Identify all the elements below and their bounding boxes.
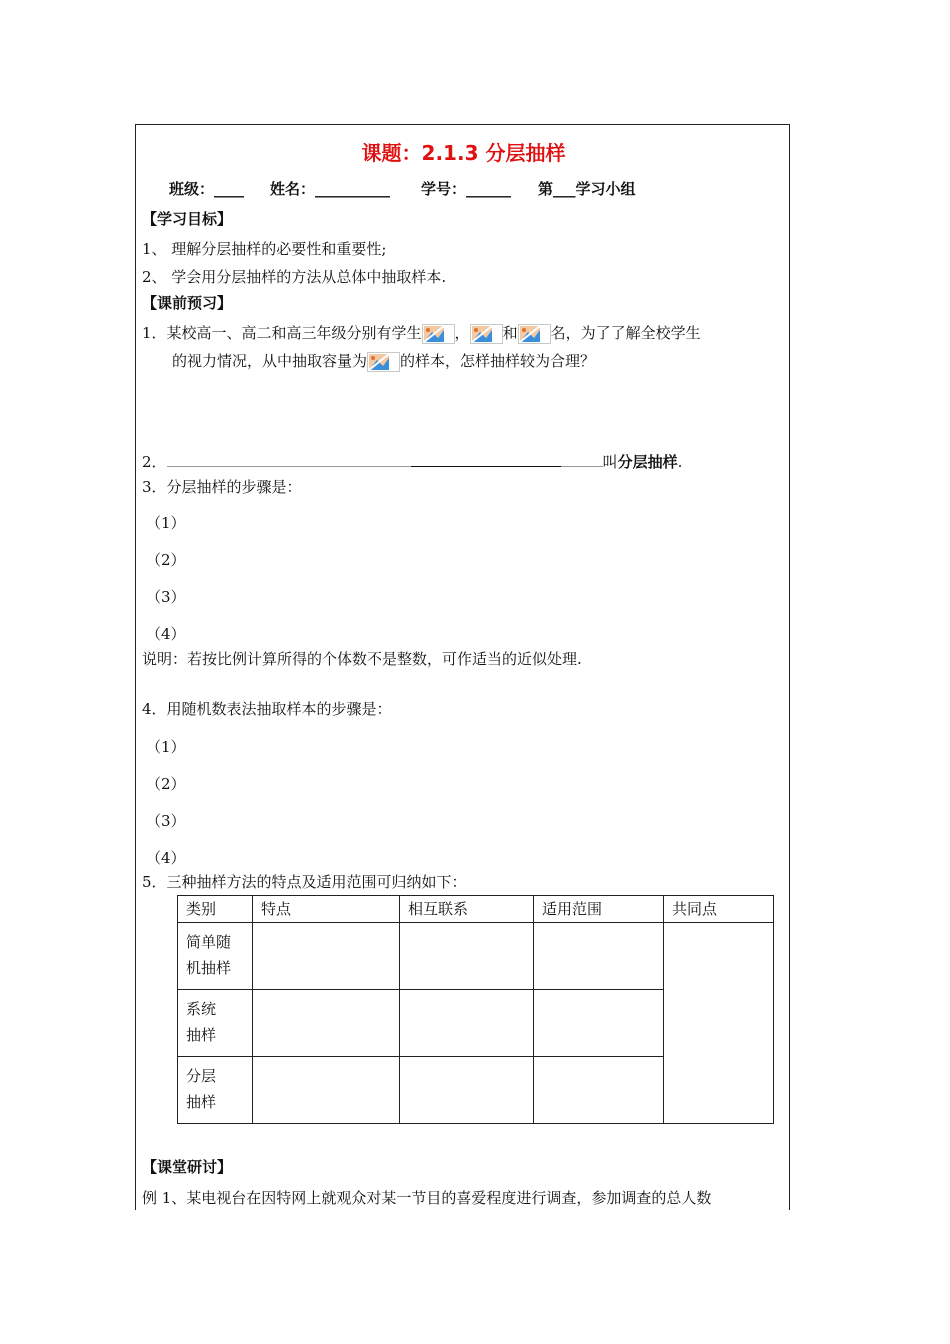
note: 说明：若按比例计算所得的个体数不是整数，可作适当的近似处理. — [142, 650, 582, 668]
table-header-row — [178, 896, 774, 923]
table-header: 类别 — [178, 896, 253, 923]
row-label-line: 系统 — [186, 1000, 217, 1018]
q1-text: 的视力情况，从中抽取容量为 — [172, 352, 368, 370]
step-item: （1） — [146, 738, 186, 756]
class-field — [169, 179, 244, 199]
table-cell — [253, 990, 400, 1057]
class-label: 班级： — [169, 180, 215, 198]
step-item: （4） — [146, 625, 186, 643]
question-5: 5．三种抽样方法的特点及适用范围可归纳如下： — [142, 873, 467, 891]
classroom-heading: 【课堂研讨】 — [142, 1158, 233, 1176]
row-label-line: 分层 — [186, 1067, 217, 1085]
step-item: （2） — [146, 775, 186, 793]
q2-number: 2． — [142, 453, 167, 471]
row-label-line: 抽样 — [186, 1026, 217, 1044]
student-id-field — [421, 179, 511, 199]
name-field — [270, 179, 390, 199]
question-3: 3．分层抽样的步骤是： — [142, 478, 302, 496]
q2-period: . — [677, 453, 683, 471]
q1-comma: ， — [454, 324, 470, 342]
class-blank: ____ — [214, 180, 245, 198]
student-id-blank: ______ — [466, 180, 512, 198]
q2-term: 分层抽样 — [617, 453, 678, 471]
broken-image-icon — [518, 324, 551, 344]
sampling-summary-table — [177, 895, 774, 1124]
row-label-line: 机抽样 — [186, 959, 232, 977]
worksheet-frame — [135, 124, 790, 1210]
table-cell — [400, 1057, 534, 1124]
q2-call: 叫 — [602, 453, 618, 471]
question-2 — [142, 451, 682, 472]
row-label-line: 简单随 — [186, 933, 232, 951]
table-header: 相互联系 — [400, 896, 534, 923]
table-header: 共同点 — [664, 896, 774, 923]
table-cell — [253, 1057, 400, 1124]
row-label — [178, 923, 253, 990]
q2-underline — [411, 451, 561, 467]
goal-item: 2、 学会用分层抽样的方法从总体中抽取样本. — [142, 268, 447, 286]
table-cell — [534, 923, 664, 990]
group-prefix: 第 — [538, 180, 554, 198]
q2-blank — [167, 452, 411, 467]
group-suffix: 学习小组 — [575, 180, 636, 198]
table-cell — [400, 923, 534, 990]
step-item: （1） — [146, 514, 186, 532]
student-id-label: 学号： — [421, 180, 467, 198]
table-cell — [253, 923, 400, 990]
table-cell — [400, 990, 534, 1057]
q1-text-end: 的样本，怎样抽样较为合理？ — [400, 352, 596, 370]
example-1: 例 1、某电视台在因特网上就观众对某一节目的喜爱程度进行调查，参加调查的总人数 — [142, 1189, 712, 1207]
q1-and: 和 — [502, 324, 518, 342]
broken-image-icon — [367, 352, 400, 372]
goal-item: 1、 理解分层抽样的必要性和重要性; — [142, 240, 387, 258]
row-label-line: 抽样 — [186, 1093, 217, 1111]
q2-blank — [561, 452, 603, 467]
preview-heading: 【课前预习】 — [142, 294, 233, 312]
table-cell — [534, 1057, 664, 1124]
goals-heading: 【学习目标】 — [142, 210, 233, 228]
group-field — [538, 179, 636, 199]
step-item: （4） — [146, 849, 186, 867]
row-label — [178, 990, 253, 1057]
group-blank: ___ — [553, 180, 576, 198]
row-label — [178, 1057, 253, 1124]
table-row — [178, 923, 774, 990]
name-label: 姓名： — [270, 180, 316, 198]
broken-image-icon — [470, 324, 503, 344]
step-item: （3） — [146, 588, 186, 606]
step-item: （3） — [146, 812, 186, 830]
page-title: 课题：2.1.3 分层抽样 — [361, 141, 566, 165]
common-points-cell — [664, 923, 774, 1124]
question-1-line-2 — [172, 351, 595, 372]
q1-text: 1．某校高一、高二和高三年级分别有学生 — [142, 324, 422, 342]
step-item: （2） — [146, 551, 186, 569]
table-cell — [534, 990, 664, 1057]
table-header: 适用范围 — [534, 896, 664, 923]
name-blank: __________ — [315, 180, 391, 198]
question-4: 4．用随机数表法抽取样本的步骤是： — [142, 700, 392, 718]
q1-text-end: 名，为了了解全校学生 — [550, 324, 701, 342]
question-1-line-1 — [142, 323, 701, 344]
table-header: 特点 — [253, 896, 400, 923]
broken-image-icon — [422, 324, 455, 344]
